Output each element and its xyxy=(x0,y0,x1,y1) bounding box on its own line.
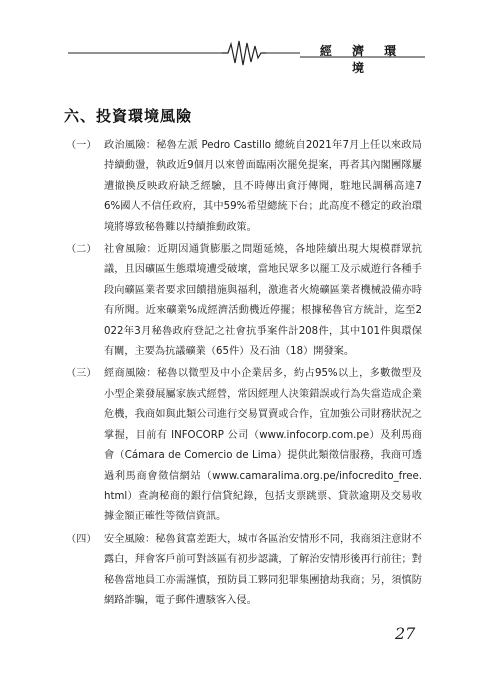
list-item-number: （四） xyxy=(66,533,97,545)
list-item-social-risk xyxy=(66,240,422,362)
page-number: 27 xyxy=(395,624,416,643)
list-item-text: 安全風險：秘魯貧富差距大，城市各區治安情形不同，我商須注意財不露白，拜會客戶前可對該區有初步認識，了解治安情形後再行前往；對秘魯當地員工亦需謹慎，預防員工夥同犯罪集團搶劫我商；另，須慎防網路詐騙，電子郵件遭駭客入侵。 xyxy=(104,533,422,606)
list-item-number: （二） xyxy=(66,244,97,256)
risk-list xyxy=(66,136,422,613)
header-title: 經 濟 環 境 xyxy=(319,44,405,75)
list-item-political-risk xyxy=(66,136,422,238)
page-header xyxy=(0,36,480,76)
list-item-business-risk xyxy=(66,364,422,527)
list-item-number: （一） xyxy=(66,140,97,151)
list-item-text: 社會風險：近期因通貨膨脹之問題延燒，各地陸續出現大規模群眾抗議，且因礦區生態環境遭受破壞，當地民眾多以罷工及示威遊行各種手段向礦區業者要求回饋措施與福利，激進者火燒礦區業者機械設備亦時有所聞。近來礦業%成經濟活動機近停擺；根據秘魯官方統計，迄至2022年3月秘魯政府登記之社會抗爭案件計208件，其中101件與環保有關，主要為抗議礦業（65件）及石油（18）開發案。 xyxy=(104,244,422,358)
section-title: 六、投資環境風險 xyxy=(64,107,193,125)
list-item-number: （三） xyxy=(66,368,97,380)
list-item-security-risk xyxy=(66,530,422,612)
list-item-text: 政治風險：秘魯左派 Pedro Castillo 總統自2021年7月上任以來政局持續動盪，執政近9個月以來曾面臨兩次罷免提案，再者其內閣團隊屢遭撤換反映政府缺乏經驗，且不時傳出貪汙傳聞，駐地民調稱高達76%國人不信任政府，其中59%希望總統下台；此高度不穩定的政治環境將導致秘魯難以持續推動政策。 xyxy=(104,140,422,233)
list-item-text: 經商風險：秘魯以微型及中小企業居多，約占95%以上，多數微型及小型企業發展屬家族式經營，常因經理人決策錯誤或行為失當造成企業危機，我商如與此類公司進行交易買賣或合作，宜加強公司財務狀況之掌握，目前有 INFOCORP 公司（www.infocorp.com.pe）及利馬商會（Cámara de Comercio de Lima）提供此類徵信服務，我商可透過利馬商會徵信網站（www.camaralima.org.pe/infocredito_free.html）查詢秘商的銀行信貸紀錄，包括支票跳票、貸款逾期及交易收據金額正確性等徵信資訊。 xyxy=(104,368,422,523)
